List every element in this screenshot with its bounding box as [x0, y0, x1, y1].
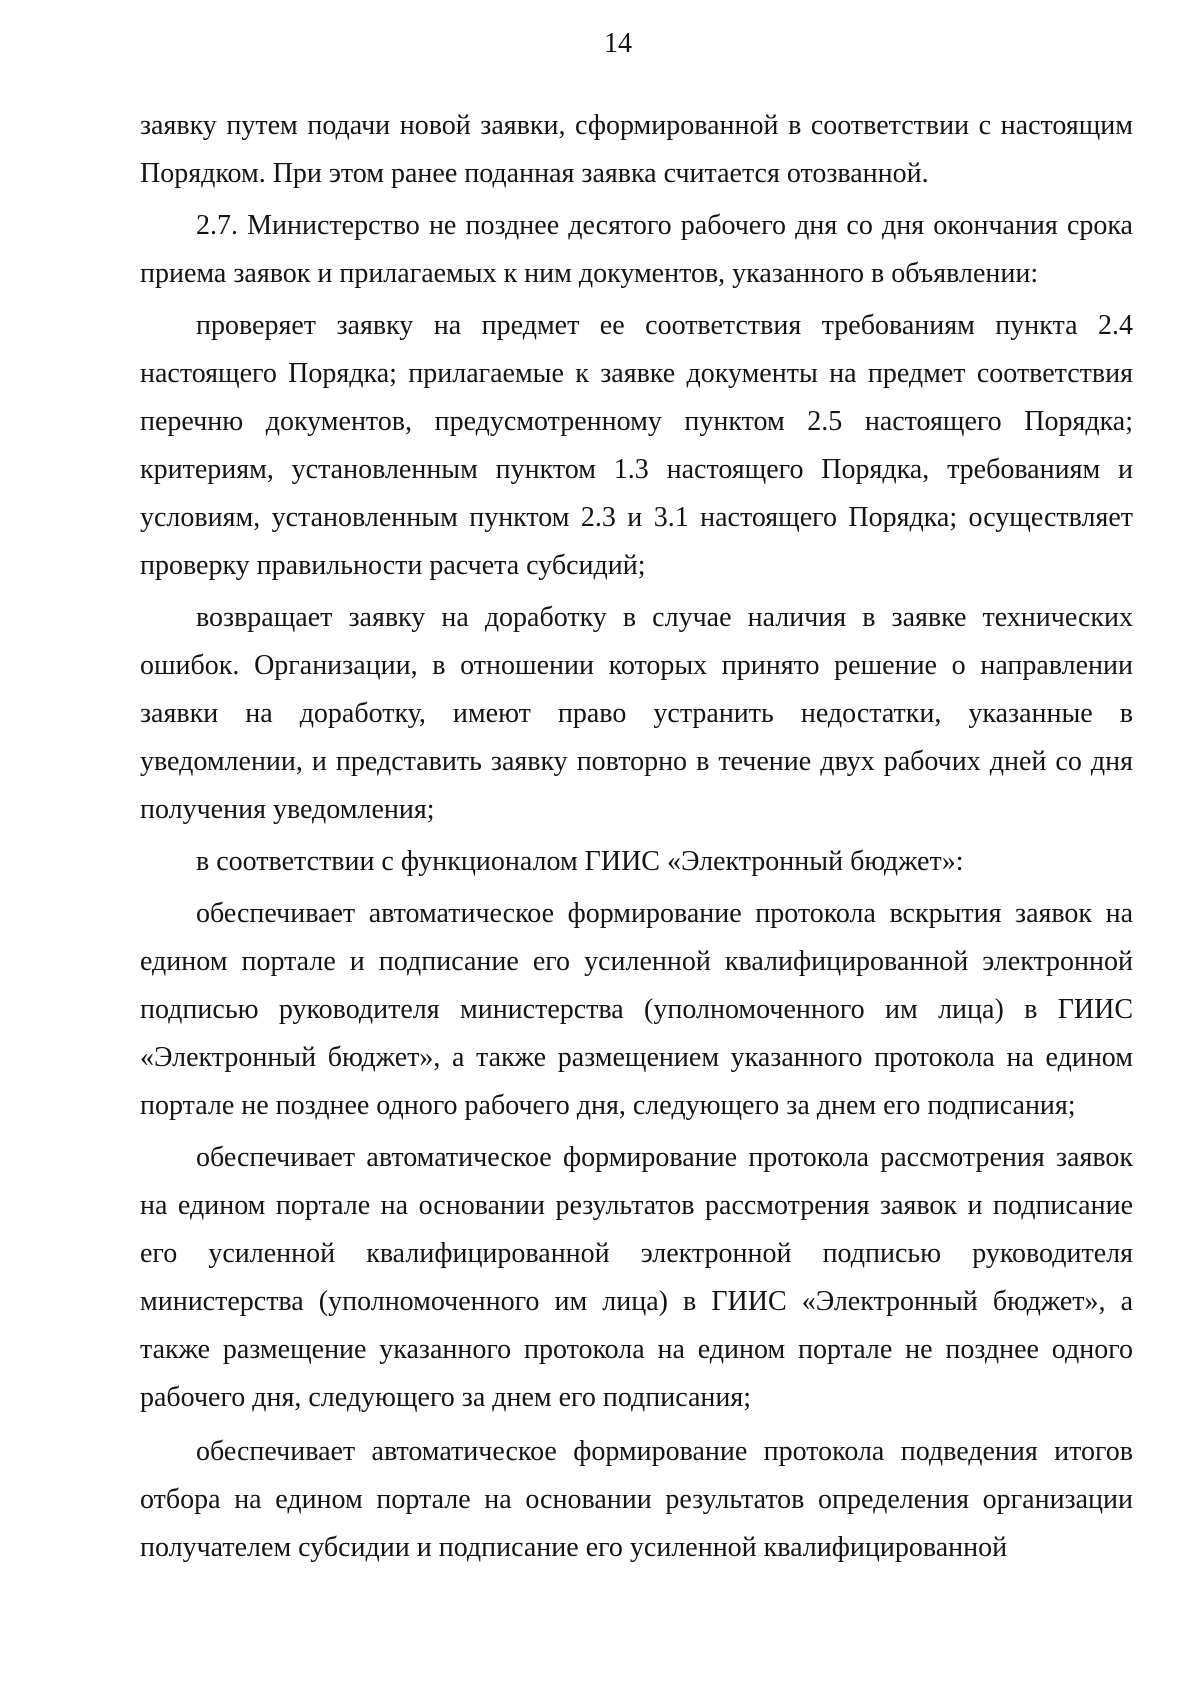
document-body — [140, 102, 1133, 1572]
paragraph-results-protocol: обеспечивает автоматическое формирование протокола подведения итогов отбора на едином портале на основании результатов определения организации получателем субсидии и подписание его усиленной квалифицированной — [140, 1436, 1133, 1563]
page-number: 14 — [604, 28, 632, 59]
paragraph-review-protocol: обеспечивает автоматическое формирование протокола рассмотрения заявок на едином портале на основании результатов рассмотрения заявок и подписание его усиленной квалифицированной электронной подписью руководителя министерства (уполномоченного им лица) в ГИИС «Электронный бюджет», а также размещение указанного протокола на едином портале не позднее одного рабочего дня, следующего за днем его подписания; — [140, 1142, 1133, 1413]
paragraph-opening-protocol: обеспечивает автоматическое формирование протокола вскрытия заявок на едином портале и подписание его усиленной квалифицированной электронной подписью руководителя министерства (уполномоченного им лица) в ГИИС «Электронный бюджет», а также размещением указанного протокола на едином портале не позднее одного рабочего дня, следующего за днем его подписания; — [140, 898, 1133, 1121]
paragraph-2-7: 2.7. Министерство не позднее десятого рабочего дня со дня окончания срока приема заявок и прилагаемых к ним документов, указанного в объявлении: — [140, 210, 1133, 289]
paragraph-giis-functionality: в соответствии с функционалом ГИИС «Электронный бюджет»: — [196, 846, 964, 877]
paragraph-returns-application: возвращает заявку на доработку в случае наличия в заявке технических ошибок. Организации, в отношении которых принято решение о направлении заявки на доработку, имеют право устранить недостатки, указанные в уведомлении, и представить заявку повторно в течение двух рабочих дней со дня получения уведомления; — [140, 602, 1133, 825]
paragraph-checks-application: проверяет заявку на предмет ее соответствия требованиям пункта 2.4 настоящего Порядка; прилагаемые к заявке документы на предмет соответствия перечню документов, предусмотренному пунктом 2.5 настоящего Порядка; критериям, установленным пунктом 1.3 настоящего Порядка, требованиям и условиям, установленным пунктом 2.3 и 3.1 настоящего Порядка; осуществляет проверку правильности расчета субсидий; — [140, 310, 1133, 581]
paragraph-continuation: заявку путем подачи новой заявки, сформированной в соответствии с настоящим Порядком. При этом ранее поданная заявка считается отозванной. — [140, 110, 1133, 189]
